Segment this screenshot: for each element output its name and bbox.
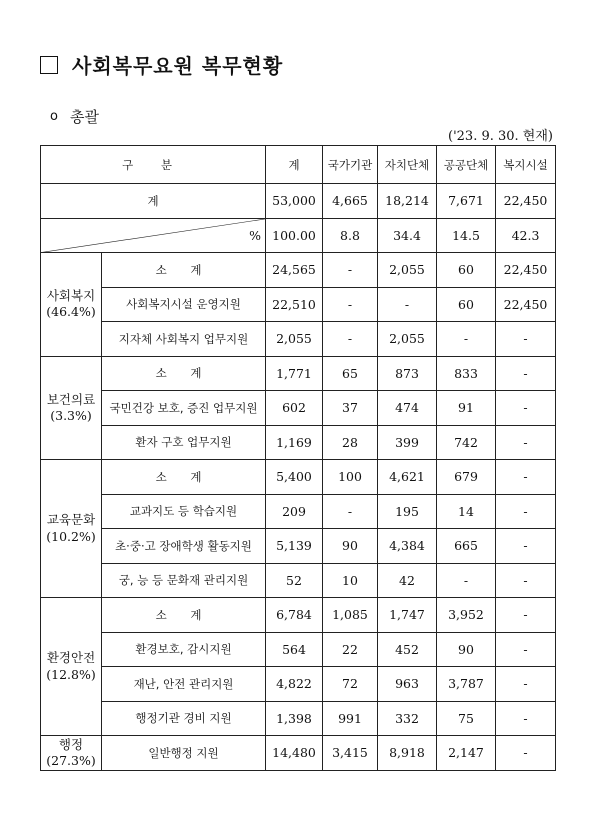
subheading-text: 총괄 [69,108,99,126]
table-row [41,425,556,460]
value-cell: - [496,598,556,633]
value-cell: 2,055 [378,253,437,288]
value-cell: 2,055 [378,322,437,357]
total-label: 계 [41,184,266,219]
value-cell: - [496,322,556,357]
category-percent: (10.2%) [46,528,96,544]
value-cell: 2,147 [437,736,496,771]
value-cell: - [496,356,556,391]
value-cell: 4,822 [266,667,323,702]
value-cell: 10 [323,563,378,598]
table-row [41,667,556,702]
value-cell: 1,747 [378,598,437,633]
value-cell: - [496,736,556,771]
percent-value: 14.5 [437,218,496,253]
value-cell: - [496,632,556,667]
percent-value: 100.00 [266,218,323,253]
value-cell: - [496,529,556,564]
item-label: 재난, 안전 관리지원 [102,667,266,702]
subheading [50,106,99,127]
percent-row [41,218,556,253]
value-cell: 2,055 [266,322,323,357]
percent-value: 8.8 [323,218,378,253]
total-value: 7,671 [437,184,496,219]
value-cell: 742 [437,425,496,460]
item-label: 초·중·고 장애학생 활동지원 [102,529,266,564]
item-label: 궁, 능 등 문화재 관리지원 [102,563,266,598]
diagonal-line [41,219,265,253]
value-cell: 1,085 [323,598,378,633]
value-cell: 22,450 [496,253,556,288]
value-cell: - [496,667,556,702]
item-label: 소 계 [102,598,266,633]
value-cell: 3,787 [437,667,496,702]
item-label: 환자 구호 업무지원 [102,425,266,460]
table-row [41,253,556,288]
value-cell: - [496,494,556,529]
percent-label: % [249,227,261,243]
table-row [41,632,556,667]
value-cell: 22,450 [496,287,556,322]
table-row [41,460,556,495]
value-cell: - [496,701,556,736]
category-name: 사회복지 [46,288,96,303]
table-row [41,287,556,322]
category-name: 행정 [58,736,84,752]
value-cell: 5,139 [266,529,323,564]
table-row [41,356,556,391]
value-cell: 52 [266,563,323,598]
value-cell: - [496,425,556,460]
value-cell: 24,565 [266,253,323,288]
value-cell: 65 [323,356,378,391]
value-cell: - [496,391,556,426]
percent-value: 34.4 [378,218,437,253]
total-value: 4,665 [323,184,378,219]
value-cell: 679 [437,460,496,495]
category-percent: (12.8%) [46,666,96,682]
header-cell: 공공단체 [437,146,496,184]
category-name: 환경안전 [46,650,96,666]
value-cell: - [378,287,437,322]
value-cell: - [323,494,378,529]
value-cell: - [496,563,556,598]
table-row [41,391,556,426]
item-label: 행정기관 경비 지원 [102,701,266,736]
category-cell [41,253,102,357]
value-cell: 452 [378,632,437,667]
category-name: 교육문화 [46,512,96,528]
value-cell: 1,169 [266,425,323,460]
header-cell: 구 분 [41,146,266,184]
value-cell: 665 [437,529,496,564]
value-cell: 28 [323,425,378,460]
value-cell: 873 [378,356,437,391]
value-cell: 5,400 [266,460,323,495]
value-cell: 1,771 [266,356,323,391]
value-cell: 60 [437,253,496,288]
value-cell: 963 [378,667,437,702]
item-label: 환경보호, 감시지원 [102,632,266,667]
value-cell: 332 [378,701,437,736]
bullet-circle-icon: o [50,109,58,124]
item-label: 사회복지시설 운영지원 [102,287,266,322]
category-cell [41,356,102,460]
value-cell: 42 [378,563,437,598]
total-value: 53,000 [266,184,323,219]
page-heading [40,50,283,79]
table-row [41,322,556,357]
value-cell: 90 [437,632,496,667]
header-cell: 복지시설 [496,146,556,184]
category-percent: (27.3%) [46,752,96,768]
table-row [41,701,556,736]
percent-value: 42.3 [496,218,556,253]
item-label: 소 계 [102,356,266,391]
value-cell: 4,621 [378,460,437,495]
value-cell: 399 [378,425,437,460]
item-label: 일반행정 지원 [102,736,266,771]
value-cell: 602 [266,391,323,426]
value-cell: - [437,322,496,357]
category-percent: (46.4%) [46,304,96,320]
heading-text: 사회복무요원 복무현황 [72,54,284,78]
value-cell: - [437,563,496,598]
header-cell: 계 [266,146,323,184]
item-label: 국민건강 보호, 증진 업무지원 [102,391,266,426]
table-row [41,494,556,529]
category-cell [41,460,102,598]
item-label: 소 계 [102,253,266,288]
value-cell: 14 [437,494,496,529]
value-cell: 100 [323,460,378,495]
header-cell: 국가기관 [323,146,378,184]
value-cell: 22,510 [266,287,323,322]
checkbox-square-icon [40,56,58,74]
table-row [41,598,556,633]
value-cell: 22 [323,632,378,667]
value-cell: 474 [378,391,437,426]
total-row [41,184,556,219]
category-cell [41,736,102,771]
value-cell: 209 [266,494,323,529]
table-row [41,529,556,564]
date-note: ('23. 9. 30. 현재) [448,129,553,144]
total-value: 18,214 [378,184,437,219]
value-cell: 72 [323,667,378,702]
value-cell: - [323,287,378,322]
value-cell: 60 [437,287,496,322]
value-cell: - [496,460,556,495]
value-cell: 75 [437,701,496,736]
category-percent: (3.3%) [50,407,92,423]
value-cell: 14,480 [266,736,323,771]
table-row [41,736,556,771]
table-row [41,563,556,598]
value-cell: 833 [437,356,496,391]
value-cell: 4,384 [378,529,437,564]
value-cell: 3,952 [437,598,496,633]
value-cell: - [323,322,378,357]
value-cell: 1,398 [266,701,323,736]
value-cell: 91 [437,391,496,426]
value-cell: 37 [323,391,378,426]
value-cell: 991 [323,701,378,736]
item-label: 소 계 [102,460,266,495]
category-name: 보건의료 [46,391,96,407]
header-cell: 자치단체 [378,146,437,184]
value-cell: 195 [378,494,437,529]
value-cell: 8,918 [378,736,437,771]
value-cell: 90 [323,529,378,564]
item-label: 교과지도 등 학습지원 [102,494,266,529]
status-table [40,145,556,771]
total-value: 22,450 [496,184,556,219]
value-cell: 3,415 [323,736,378,771]
category-cell [41,598,102,736]
value-cell: 6,784 [266,598,323,633]
value-cell: 564 [266,632,323,667]
header-row [41,146,556,184]
item-label: 지자체 사회복지 업무지원 [102,322,266,357]
value-cell: - [323,253,378,288]
percent-label-cell [41,218,266,253]
